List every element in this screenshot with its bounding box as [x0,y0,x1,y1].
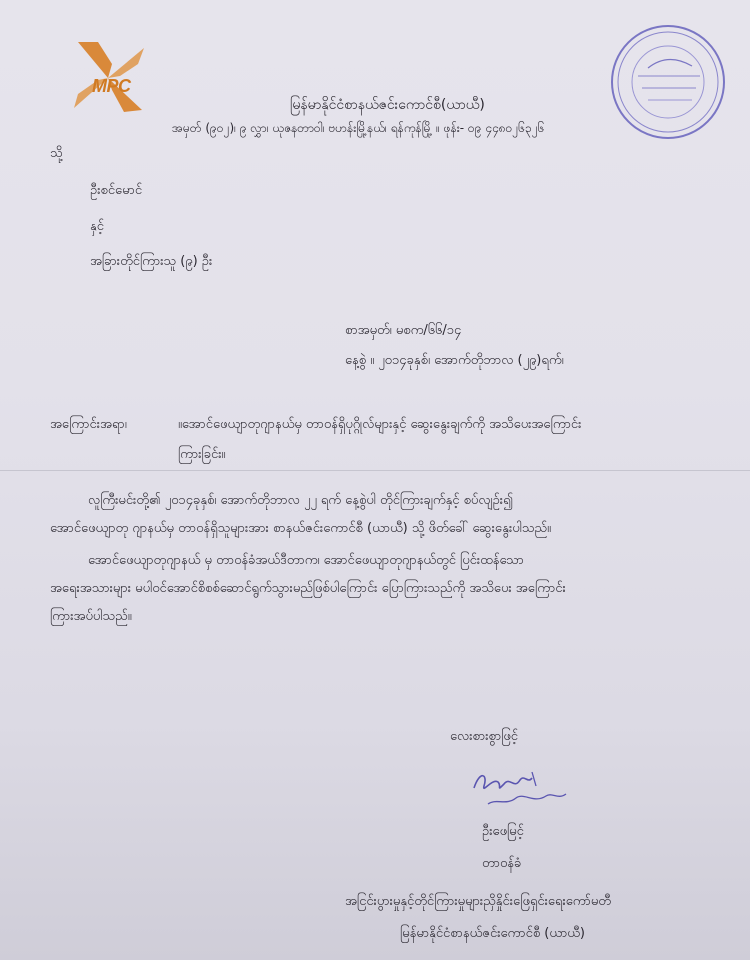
body-paragraph-line: အောင်ဖေယျာတုဂျာနယ် မှ တာဝန်ခံအယ်ဒီတာက၊ အောင်ဖေယျာတုဂျာနယ်တွင် ပြင်းထန်သော [88,553,524,568]
paper-fold [0,470,750,471]
body-paragraph-line: ကြားအပ်ပါသည်။ [50,609,132,624]
official-stamp-icon [608,22,728,142]
closing-salutation: လေးစားစွာဖြင့် [450,729,518,744]
body-paragraph-line: အရေးအသားများ မပါဝင်အောင်စိစစ်ဆောင်ရွက်သွားမည်ဖြစ်ပါကြောင်း ပြောကြားသည်ကို အသိပေး အကြောင်း [50,581,566,596]
org-address: အမှတ် (၉၀၂)၊ ၉ လွှာ၊ ယုဇနတာဝါ၊ ဗဟန်းမြို့နယ်၊ ရန်ကုန်မြို့ ။ ဖုန်း- ၀၉ ၄၄၈၀၂၆၃၂၆ [172,121,545,135]
handwritten-signature-icon [462,760,572,815]
subject-line: ။အောင်ဖေယျာတုဂျာနယ်မှ တာဝန်ရှိပုဂ္ဂိုလ်များနှင့် ဆွေးနွေးချက်ကို အသိပေးအကြောင်း [178,417,582,432]
body-paragraph-line: လူကြီးမင်းတို့၏ ၂၀၁၄ခုနှစ်၊ အောက်တိုဘာလ ၂၂ ရက် နေ့စွဲပါ တိုင်ကြားချက်နှင့် စပ်လျဉ်း၍ [88,493,513,508]
recipient-name: ဦးစင်မောင် [90,183,143,198]
logo-text: MPC [92,76,131,96]
recipient-and: နှင့် [90,219,104,234]
committee-name: အငြင်းပွားမှုနှင့်တိုင်ကြားမှုများညှိနှိုင်းဖြေရှင်းရေးကော်မတီ [345,894,611,909]
to-label: သို့ [50,146,63,161]
recipient-others: အခြားတိုင်ကြားသူ (၉) ဦး [90,254,213,269]
body-paragraph-line: အောင်ဖေယျာတု ဂျာနယ်မှ တာဝန်ရှိသူများအား စာနယ်ဇင်းကောင်စီ (ယာယီ) သို့ ဖိတ်ခေါ် ဆွေးနွေးပါသည်။ [50,521,551,536]
reference-number: စာအမှတ်၊ မစက/၆၆/၁၄ [345,323,462,338]
signer-name: ဦးဖေမြင့် [482,824,524,839]
org-name: မြန်မာနိုင်ငံစာနယ်ဇင်းကောင်စီ(ယာယီ) [290,97,485,113]
subject-label: အကြောင်းအရာ၊ [50,417,127,432]
org-name-footer: မြန်မာနိုင်ငံစာနယ်ဇင်းကောင်စီ (ယာယီ) [400,926,586,941]
signer-title: တာဝန်ခံ [482,856,522,871]
subject-line: ကြားခြင်း။ [178,447,226,462]
letter-date: နေ့စွဲ ။ ၂၀၁၄ခုနှစ်၊ အောက်တိုဘာလ (၂၉)ရက်၊ [345,353,564,368]
